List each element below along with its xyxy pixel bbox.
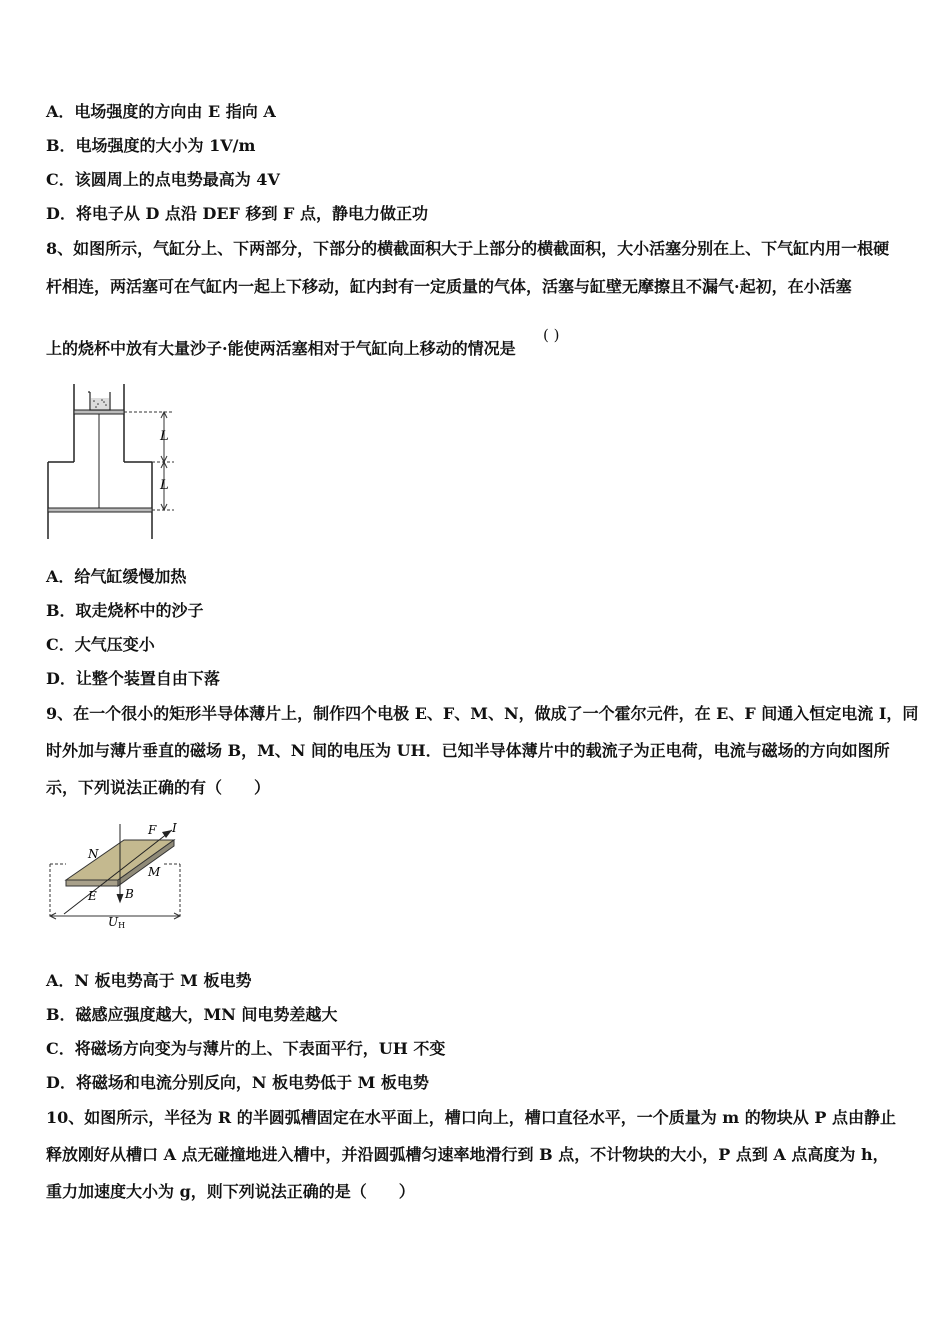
q9-label-b: B — [125, 887, 134, 901]
q9-label-m: M — [148, 865, 161, 879]
q9-label-u-sub: H — [118, 921, 126, 930]
q8-answer-paren: ( ) — [543, 326, 560, 344]
q9-stem-line-3: 示，下列说法正确的有（ ） — [46, 778, 271, 797]
q8-option-b: B．取走烧杯中的沙子 — [46, 601, 204, 620]
q10-stem-line-3: 重力加速度大小为 g，则下列说法正确的是（ ） — [46, 1182, 415, 1201]
q9-label-u — [108, 915, 125, 930]
q9-option-c: C．将磁场方向变为与薄片的上、下表面平行，UH 不变 — [46, 1039, 446, 1058]
q8-stem-line-3: 上的烧杯中放有大量沙子·能使两活塞相对于气缸向上移动的情况是 — [46, 339, 516, 358]
q9-label-e: E — [88, 889, 97, 903]
q9-label-n: N — [88, 847, 99, 861]
q9-label-f: F — [148, 823, 157, 837]
q8-stem-line-2: 杆相连，两活塞可在气缸内一起上下移动，缸内封有一定质量的气体，活塞与缸壁无摩擦且不漏气·起初，在小活塞 — [46, 277, 852, 296]
q8-option-c: C．大气压变小 — [46, 635, 155, 654]
q8-label-l-bottom: L — [160, 478, 169, 493]
q9-option-a: A．N 板电势高于 M 板电势 — [46, 971, 252, 990]
q8-stem-line-1: 8、如图所示，气缸分上、下两部分，下部分的横截面积大于上部分的横截面积，大小活塞分别在上、下气缸内用一根硬 — [46, 239, 890, 258]
q7-option-c: C．该圆周上的点电势最高为 4V — [46, 170, 280, 189]
q8-option-d: D．让整个装置自由下落 — [46, 669, 220, 688]
q9-stem-line-2: 时外加与薄片垂直的磁场 B，M、N 间的电压为 UH．已知半导体薄片中的载流子为正电荷，电流与磁场的方向如图所 — [46, 741, 890, 760]
q9-hall-element-figure — [44, 818, 194, 930]
q9-option-b: B．磁感应强度越大，MN 间电势差越大 — [46, 1005, 338, 1024]
q8-cylinder-figure — [44, 382, 184, 542]
q10-stem-line-2: 释放刚好从槽口 A 点无碰撞地进入槽中，并沿圆弧槽匀速率地滑行到 B 点，不计物块的大小，P 点到 A 点高度为 h， — [46, 1145, 889, 1164]
q10-stem-line-1: 10、如图所示，半径为 R 的半圆弧槽固定在水平面上，槽口向上，槽口直径水平，一个质量为 m 的物块从 P 点由静止 — [46, 1108, 896, 1127]
q7-option-d: D．将电子从 D 点沿 DEF 移到 F 点，静电力做正功 — [46, 204, 428, 223]
q9-option-d: D．将磁场和电流分别反向，N 板电势低于 M 板电势 — [46, 1073, 429, 1092]
q7-option-a: A．电场强度的方向由 E 指向 A — [46, 102, 276, 121]
q8-option-a: A．给气缸缓慢加热 — [46, 567, 187, 586]
q9-label-i: I — [172, 821, 177, 835]
q7-option-b: B．电场强度的大小为 1V/m — [46, 136, 256, 155]
q8-label-l-top: L — [160, 429, 169, 444]
q9-label-u-main: U — [108, 915, 119, 929]
q9-stem-line-1: 9、在一个很小的矩形半导体薄片上，制作四个电极 E、F、M、N，做成了一个霍尔元件，在 E、F 间通入恒定电流 I，同 — [46, 704, 919, 723]
